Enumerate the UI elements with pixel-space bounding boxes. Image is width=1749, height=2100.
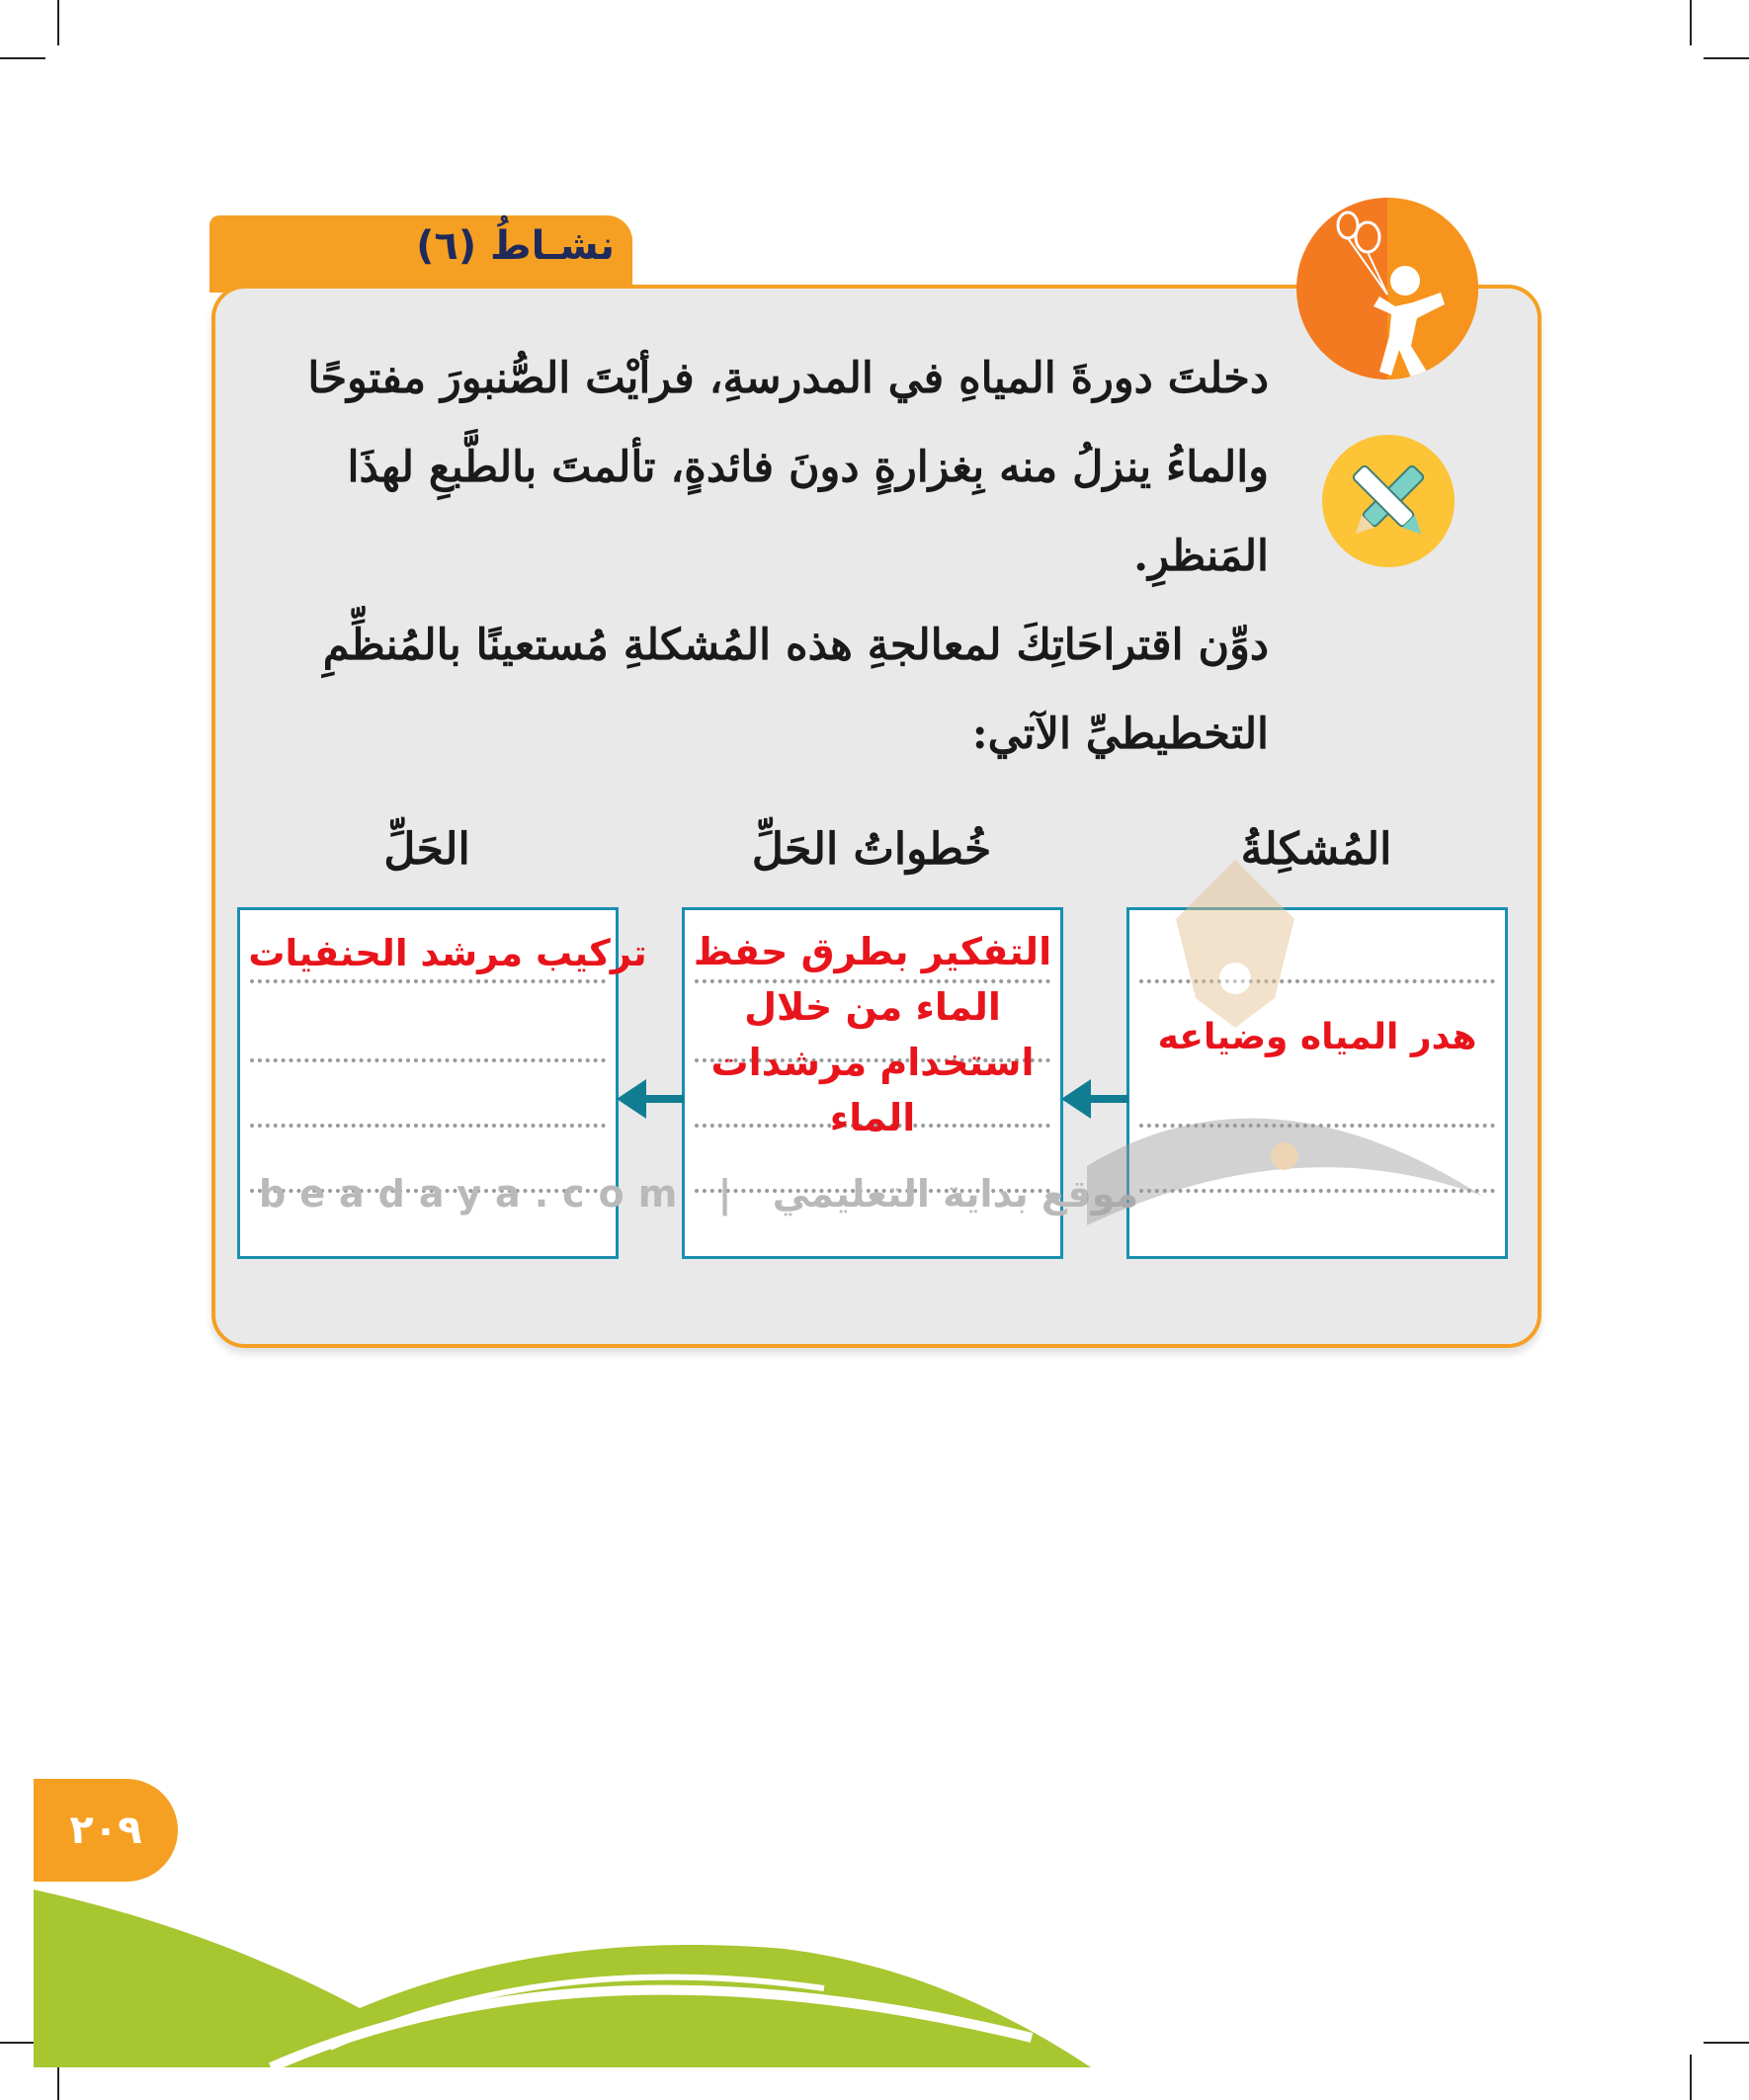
watermark-logo: [1067, 830, 1621, 1285]
instruction-line: دخلتَ دورةَ المياهِ في المدرسةِ، فرأيْتَ الصُّنبورَ مفتوحًا: [307, 354, 1269, 403]
crop-mark: [0, 57, 45, 59]
crop-mark: [1690, 0, 1692, 45]
crop-mark: [57, 0, 59, 45]
instruction-line: والماءُ ينزلُ منه بِغزارةٍ دونَ فائدةٍ، تألمتَ بالطَّبعِ لهذَا: [347, 443, 1269, 492]
header-solution: الحَلِّ: [383, 824, 470, 875]
solution-steps-answer: [685, 924, 1060, 1145]
steps-answer-line: الماء من خلال: [744, 985, 1001, 1029]
instruction-line: التخطيطيِّ الآتي:: [971, 710, 1269, 759]
crop-mark: [1704, 2042, 1749, 2044]
activity-tab: [209, 215, 632, 293]
watermark-text: beadaya.com | موقع بداية التعليمي: [259, 1172, 1139, 1216]
activity-title: نشـاطُ (٦): [416, 223, 615, 269]
crop-mark: [1690, 2055, 1692, 2100]
green-wave-decoration: [34, 1890, 1121, 2067]
solution-answer: تركيب مرشد الحنفيات: [248, 932, 647, 974]
header-problem: المُشكِلةُ: [1240, 824, 1392, 875]
steps-answer-line: الماء: [829, 1096, 916, 1139]
crop-mark: [1704, 57, 1749, 59]
instruction-line: المَنظرِ.: [1133, 532, 1269, 581]
pencil-icon: [1322, 435, 1455, 567]
arrow-left-icon: [617, 1079, 646, 1119]
arrow-shaft: [642, 1095, 684, 1103]
problem-answer: هدر المياه وضياعه: [1157, 1017, 1477, 1057]
steps-answer-line: التفكير بطرق حفظ: [693, 930, 1052, 973]
page-number: ٢٠٩: [34, 1779, 178, 1882]
header-solution-steps: خُطواتُ الحَلِّ: [751, 824, 992, 875]
activity-instructions: [237, 334, 1269, 779]
instruction-line: دوِّن اقتراحَاتِكَ لمعالجةِ هذه المُشكلةِ مُستعينًا بالمُنظِّمِ: [322, 621, 1269, 670]
balloon-child-icon: [1296, 198, 1478, 379]
steps-answer-line: استخدام مرشدات: [710, 1041, 1035, 1084]
